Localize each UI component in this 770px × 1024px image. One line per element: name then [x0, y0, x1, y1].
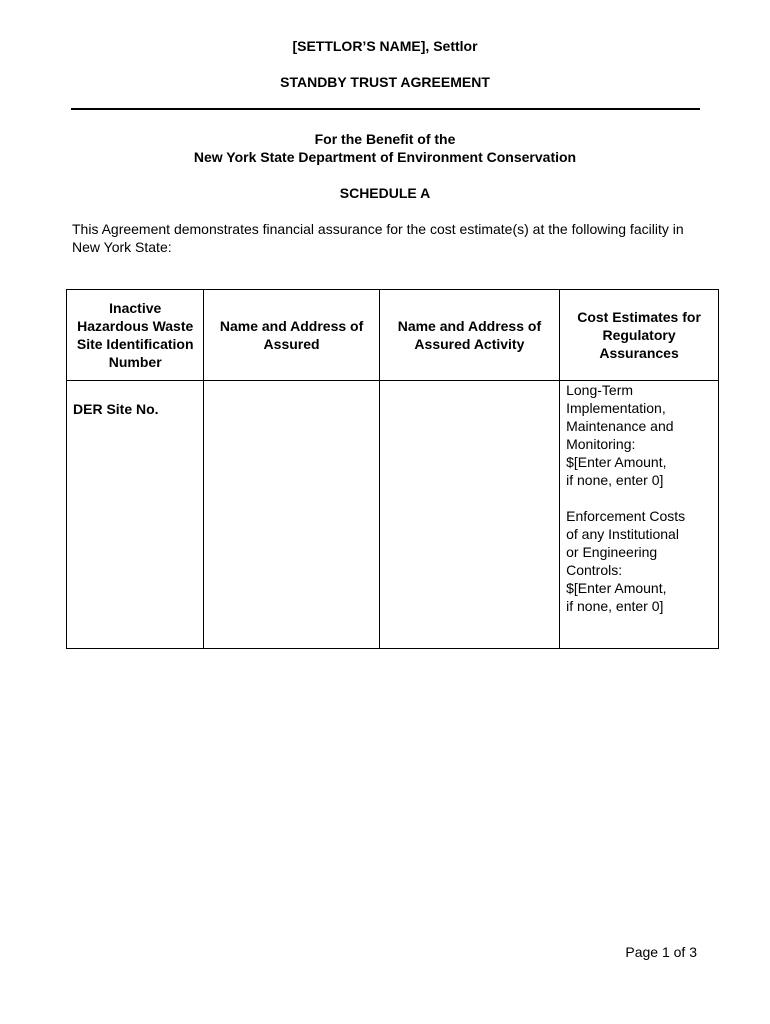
assured-activity-cell[interactable]: [379, 381, 559, 649]
benefit-line-1: For the Benefit of the: [314, 131, 456, 147]
site-number-cell[interactable]: DER Site No.: [67, 381, 204, 649]
cost-enforcement: Enforcement Costs of any Institutional or Engineering Controls: $[Enter Amount, if none, enter 0]: [566, 508, 686, 614]
schedule-title: SCHEDULE A: [339, 185, 431, 201]
benefit-line-2: New York State Department of Environment Conservation: [193, 149, 577, 165]
header-site-id: Inactive Hazardous Waste Site Identification Number: [67, 290, 204, 381]
horizontal-rule: [71, 108, 700, 110]
table-header-row: [67, 290, 719, 381]
table-row: [67, 381, 719, 649]
schedule-table: [66, 289, 719, 649]
settlor-line: [SETTLOR’S NAME], Settlor: [292, 38, 478, 54]
agreement-title: STANDBY TRUST AGREEMENT: [280, 74, 490, 90]
cost-spacer: [566, 489, 712, 507]
cost-long-term: Long-Term Implementation, Maintenance and Monitoring: $[Enter Amount, if none, enter 0]: [566, 382, 674, 488]
header-assured-activity: Name and Address of Assured Activity: [379, 290, 559, 381]
header-cost-estimates: Cost Estimates for Regulatory Assurances: [560, 290, 719, 381]
intro-paragraph: This Agreement demonstrates financial assurance for the cost estimate(s) at the following facility in New York State:: [72, 221, 684, 255]
page-number: Page 1 of 3: [625, 944, 697, 960]
header-assured: Name and Address of Assured: [204, 290, 379, 381]
cost-estimates-cell[interactable]: [560, 381, 719, 649]
assured-cell[interactable]: [204, 381, 379, 649]
